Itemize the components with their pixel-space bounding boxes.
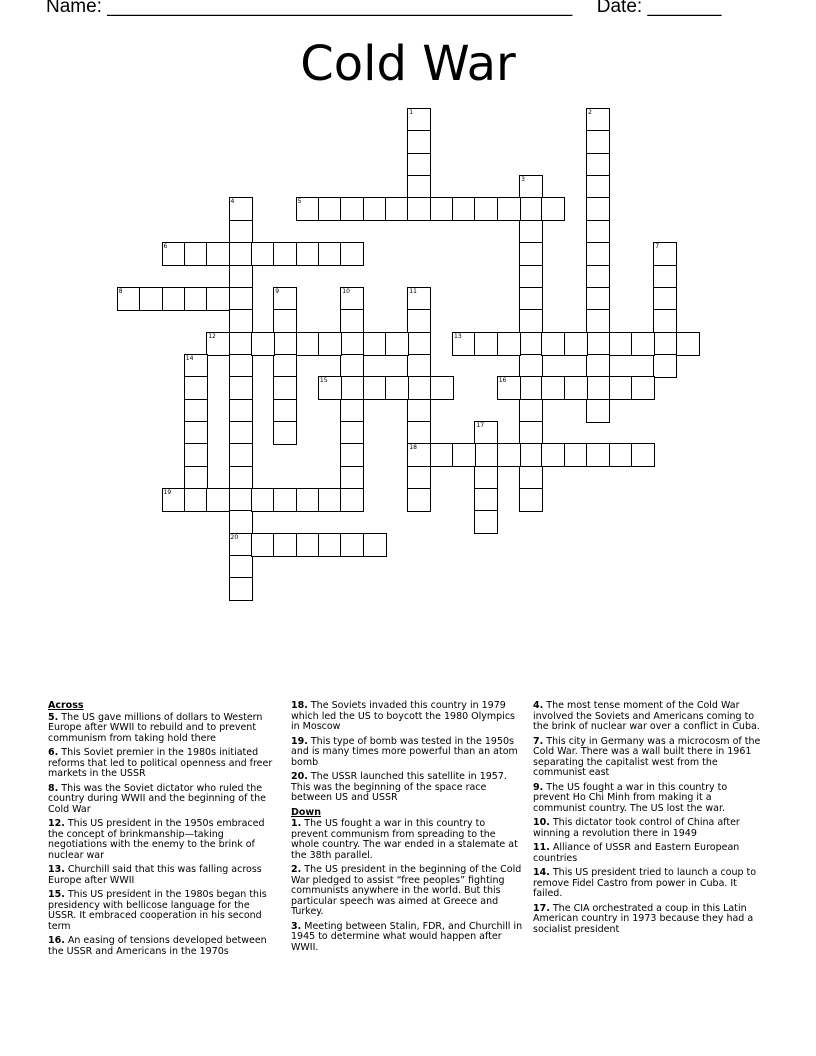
grid-cell[interactable] xyxy=(407,332,431,356)
across-heading: Across xyxy=(48,700,84,711)
clue-number-label: 5 xyxy=(297,198,302,206)
grid-cell[interactable] xyxy=(363,332,387,356)
grid-cell[interactable] xyxy=(407,175,431,199)
grid-cell[interactable] xyxy=(229,265,253,289)
grid-cell[interactable] xyxy=(206,287,230,311)
clue-across-0 xyxy=(48,713,280,745)
grid-cell[interactable] xyxy=(676,332,700,356)
grid-cell[interactable] xyxy=(586,354,610,378)
clue-text: The Soviets invaded this country in 1979 which led the US to boycott the 1980 Olympics in Moscow xyxy=(291,700,516,732)
name-line[interactable]: ____________________________________________ xyxy=(107,0,573,17)
clue-number: 7. xyxy=(533,735,544,747)
grid-cell[interactable] xyxy=(340,421,364,445)
grid-cell[interactable] xyxy=(340,242,364,266)
clue-across-6 xyxy=(48,936,280,957)
grid-cell[interactable] xyxy=(229,533,253,557)
grid-cell[interactable] xyxy=(586,108,610,132)
grid-cell[interactable] xyxy=(407,421,431,445)
clue-number: 1. xyxy=(291,818,302,829)
clue-number: 4. xyxy=(533,700,544,711)
grid-cell[interactable] xyxy=(609,376,633,400)
grid-cell[interactable] xyxy=(385,376,409,400)
grid-cell[interactable] xyxy=(631,443,655,467)
clue-number: 2. xyxy=(291,864,302,875)
clue-number-label: 8 xyxy=(118,287,123,295)
grid-cell[interactable] xyxy=(318,533,342,557)
grid-cell[interactable] xyxy=(586,287,610,311)
grid-cell[interactable] xyxy=(273,309,297,333)
grid-cell[interactable] xyxy=(430,443,454,467)
grid-cell[interactable] xyxy=(318,376,342,400)
clue-down-4 xyxy=(533,737,765,779)
grid-cell[interactable] xyxy=(229,399,253,423)
clue-number-label: 11 xyxy=(409,287,417,295)
clue-down-8 xyxy=(533,868,765,900)
grid-cell[interactable] xyxy=(474,443,498,467)
grid-cell[interactable] xyxy=(296,332,320,356)
grid-cell[interactable] xyxy=(251,242,275,266)
clue-text: This dictator took control of China after winning a revolution there in 1949 xyxy=(533,817,740,839)
grid-cell[interactable] xyxy=(519,220,543,244)
clue-number: 16. xyxy=(48,935,65,946)
clue-down-2 xyxy=(291,922,523,954)
clue-number: 10. xyxy=(533,817,550,828)
grid-cell[interactable] xyxy=(184,242,208,266)
grid-cell[interactable] xyxy=(586,130,610,154)
clue-number-label: 19 xyxy=(163,489,172,496)
name-label: Name: xyxy=(46,0,102,17)
grid-cell[interactable] xyxy=(474,510,498,534)
grid-cell[interactable] xyxy=(273,354,297,378)
grid-cell[interactable] xyxy=(162,488,186,512)
grid-cell[interactable] xyxy=(296,197,320,221)
clue-across-7 xyxy=(291,701,523,733)
grid-cell[interactable] xyxy=(430,376,454,400)
grid-cell[interactable] xyxy=(363,197,387,221)
grid-cell[interactable] xyxy=(519,242,543,266)
grid-cell[interactable] xyxy=(184,354,208,378)
grid-cell[interactable] xyxy=(363,376,387,400)
clue-text: The CIA orchestrated a coup in this Latin American country in 1973 because they had a socialist president xyxy=(533,902,754,935)
grid-cell[interactable] xyxy=(519,376,543,400)
clue-number: 8. xyxy=(48,782,59,794)
grid-cell[interactable] xyxy=(586,175,610,199)
clue-text: This city in Germany was a microcosm of the Cold War. There was a wall built there in 1961 separating the capitalist west from the communist east xyxy=(533,735,761,778)
clue-number: 11. xyxy=(533,842,550,853)
clue-across-1 xyxy=(48,748,280,780)
grid-cell[interactable] xyxy=(251,533,275,557)
clue-text: The US gave millions of dollars to Western Europe after WWII to rebuild and to prevent communism from taking hold there xyxy=(48,711,263,744)
clue-number-label: 9 xyxy=(275,287,280,295)
grid-cell[interactable] xyxy=(541,376,565,400)
grid-cell[interactable] xyxy=(653,287,677,311)
clue-text: The most tense moment of the Cold War involved the Soviets and Americans coming to the brink of nuclear war over a conflict in Cuba. xyxy=(533,700,760,732)
grid-cell[interactable] xyxy=(407,309,431,333)
grid-cell[interactable] xyxy=(430,197,454,221)
grid-cell[interactable] xyxy=(497,197,521,221)
grid-cell[interactable] xyxy=(184,421,208,445)
clue-across-3 xyxy=(48,819,280,861)
grid-cell[interactable] xyxy=(407,108,431,132)
grid-cell[interactable] xyxy=(184,466,208,490)
grid-cell[interactable] xyxy=(452,197,476,221)
grid-cell[interactable] xyxy=(162,287,186,311)
clue-number: 14. xyxy=(533,867,550,878)
grid-cell[interactable] xyxy=(519,197,543,221)
grid-cell[interactable] xyxy=(452,332,476,356)
grid-cell[interactable] xyxy=(229,555,253,579)
clue-text: An easing of tensions developed between the USSR and Americans in the 1970s xyxy=(48,935,267,957)
grid-cell[interactable] xyxy=(340,488,364,512)
grid-cell[interactable] xyxy=(586,220,610,244)
grid-cell[interactable] xyxy=(541,197,565,221)
clue-text: This was the Soviet dictator who ruled the country during WWII and the beginning of the Cold War xyxy=(48,782,266,815)
grid-cell[interactable] xyxy=(385,332,409,356)
clue-text: The US fought a war in this country to prevent communism from spreading to the whole country. The war ended in a stalemate at the 38th parallel. xyxy=(291,818,518,861)
grid-cell[interactable] xyxy=(229,309,253,333)
grid-cell[interactable] xyxy=(564,376,588,400)
grid-cell[interactable] xyxy=(229,488,253,512)
grid-cell[interactable] xyxy=(586,309,610,333)
grid-cell[interactable] xyxy=(519,399,543,423)
grid-cell[interactable] xyxy=(273,287,297,311)
grid-cell[interactable] xyxy=(340,533,364,557)
grid-cell[interactable] xyxy=(586,332,610,356)
grid-cell[interactable] xyxy=(340,376,364,400)
grid-cell[interactable] xyxy=(631,332,655,356)
grid-cell[interactable] xyxy=(586,153,610,177)
grid-cell[interactable] xyxy=(318,197,342,221)
grid-cell[interactable] xyxy=(251,332,275,356)
clues-column-2 xyxy=(291,701,523,957)
clue-down-1 xyxy=(291,865,523,918)
clue-number-label: 6 xyxy=(163,243,168,251)
grid-cell[interactable] xyxy=(407,153,431,177)
grid-cell[interactable] xyxy=(184,488,208,512)
grid-cell[interactable] xyxy=(273,533,297,557)
grid-cell[interactable] xyxy=(340,332,364,356)
clue-number: 5. xyxy=(48,711,59,723)
grid-cell[interactable] xyxy=(586,265,610,289)
clue-number: 3. xyxy=(291,920,302,932)
grid-cell[interactable] xyxy=(519,443,543,467)
grid-cell[interactable] xyxy=(229,421,253,445)
grid-cell[interactable] xyxy=(407,354,431,378)
grid-cell[interactable] xyxy=(139,287,163,311)
grid-cell[interactable] xyxy=(519,488,543,512)
clue-number: 6. xyxy=(48,747,59,758)
clue-number-label: 17 xyxy=(476,421,485,429)
clue-number: 9. xyxy=(533,781,544,793)
grid-cell[interactable] xyxy=(340,399,364,423)
grid-cell[interactable] xyxy=(519,466,543,490)
grid-cell[interactable] xyxy=(407,399,431,423)
grid-cell[interactable] xyxy=(206,242,230,266)
grid-cell[interactable] xyxy=(474,488,498,512)
grid-cell[interactable] xyxy=(407,488,431,512)
grid-cell[interactable] xyxy=(586,376,610,400)
grid-cell[interactable] xyxy=(519,287,543,311)
grid-cell[interactable] xyxy=(340,443,364,467)
grid-cell[interactable] xyxy=(497,332,521,356)
grid-cell[interactable] xyxy=(497,376,521,400)
clue-text: This US president in the 1980s began this presidency with bellicose language for the USSR. It embraced cooperation in his second term xyxy=(48,889,267,932)
grid-cell[interactable] xyxy=(452,443,476,467)
grid-cell[interactable] xyxy=(340,197,364,221)
grid-cell[interactable] xyxy=(229,510,253,534)
clue-number-label: 15 xyxy=(319,377,328,385)
grid-cell[interactable] xyxy=(340,466,364,490)
clue-across-8 xyxy=(291,737,523,769)
grid-cell[interactable] xyxy=(229,354,253,378)
grid-cell[interactable] xyxy=(519,309,543,333)
grid-cell[interactable] xyxy=(184,287,208,311)
clues-column-1 xyxy=(48,701,280,961)
grid-cell[interactable] xyxy=(519,265,543,289)
grid-cell[interactable] xyxy=(296,488,320,512)
clue-number-label: 10 xyxy=(342,287,350,295)
grid-cell[interactable] xyxy=(609,332,633,356)
grid-cell[interactable] xyxy=(586,399,610,423)
grid-cell[interactable] xyxy=(273,376,297,400)
grid-cell[interactable] xyxy=(363,533,387,557)
clue-number-label: 4 xyxy=(230,198,235,206)
clue-down-3 xyxy=(533,701,765,733)
clue-number-label: 14 xyxy=(185,354,194,362)
grid-cell[interactable] xyxy=(340,309,364,333)
grid-cell[interactable] xyxy=(318,332,342,356)
grid-cell[interactable] xyxy=(318,242,342,266)
grid-cell[interactable] xyxy=(273,488,297,512)
clue-number-label: 20 xyxy=(230,533,239,541)
clue-text: The US president in the beginning of the Cold War pledged to assist “free peoples” fighting communists anywhere in the world. But this particular speech was aimed at Greece and Turkey. xyxy=(291,864,522,917)
clue-number-label: 13 xyxy=(454,332,462,340)
grid-cell[interactable] xyxy=(340,287,364,311)
clue-number: 12. xyxy=(48,818,65,829)
grid-cell[interactable] xyxy=(407,197,431,221)
clue-text: This US president in the 1950s embraced the concept of brinkmanship—taking negotiations with the enemy to the brink of nuclear war xyxy=(48,818,265,861)
grid-cell[interactable] xyxy=(340,354,364,378)
clue-number-label: 2 xyxy=(588,109,592,116)
grid-cell[interactable] xyxy=(184,399,208,423)
grid-cell[interactable] xyxy=(184,443,208,467)
clue-number: 20. xyxy=(291,771,308,782)
grid-cell[interactable] xyxy=(229,376,253,400)
grid-cell[interactable] xyxy=(653,309,677,333)
clue-number: 19. xyxy=(291,735,308,747)
clue-text: This Soviet premier in the 1980s initiated reforms that led to political openness and freer markets in the USSR xyxy=(48,747,273,779)
grid-cell[interactable] xyxy=(519,421,543,445)
clue-text: This type of bomb was tested in the 1950s and is many times more powerful than an atom bomb xyxy=(291,735,518,768)
clue-number-label: 7 xyxy=(655,243,660,251)
grid-cell[interactable] xyxy=(653,332,677,356)
clue-number: 17. xyxy=(533,902,550,914)
grid-cell[interactable] xyxy=(609,443,633,467)
clue-down-9 xyxy=(533,904,765,936)
clue-across-2 xyxy=(48,784,280,816)
grid-cell[interactable] xyxy=(229,332,253,356)
clue-number-label: 18 xyxy=(409,444,417,452)
grid-cell[interactable] xyxy=(229,287,253,311)
clue-text: Meeting between Stalin, FDR, and Churchill in 1945 to determine what would happen after WWII. xyxy=(291,920,523,953)
grid-cell[interactable] xyxy=(564,332,588,356)
clue-text: This US president tried to launch a coup to remove Fidel Castro from power in Cuba. It failed. xyxy=(533,867,757,899)
grid-cell[interactable] xyxy=(273,242,297,266)
date-label: Date: xyxy=(596,0,643,17)
grid-cell[interactable] xyxy=(474,197,498,221)
clues-column-3 xyxy=(533,701,765,939)
grid-cell[interactable] xyxy=(229,443,253,467)
grid-cell[interactable] xyxy=(474,332,498,356)
grid-cell[interactable] xyxy=(541,443,565,467)
grid-cell[interactable] xyxy=(653,242,677,266)
grid-cell[interactable] xyxy=(653,354,677,378)
grid-cell[interactable] xyxy=(229,242,253,266)
grid-cell[interactable] xyxy=(251,488,275,512)
clue-number: 15. xyxy=(48,889,65,900)
grid-cell[interactable] xyxy=(206,332,230,356)
clue-across-4 xyxy=(48,865,280,886)
grid-cell[interactable] xyxy=(229,577,253,601)
grid-cell[interactable] xyxy=(296,533,320,557)
grid-cell[interactable] xyxy=(541,332,565,356)
clue-number-label: 3 xyxy=(521,176,525,184)
grid-cell[interactable] xyxy=(564,443,588,467)
clue-text: Churchill said that this was falling across Europe after WWII xyxy=(48,864,262,886)
grid-cell[interactable] xyxy=(229,197,253,221)
grid-cell[interactable] xyxy=(519,332,543,356)
grid-cell[interactable] xyxy=(407,376,431,400)
clue-across-5 xyxy=(48,890,280,932)
grid-cell[interactable] xyxy=(407,466,431,490)
grid-cell[interactable] xyxy=(273,399,297,423)
clue-down-5 xyxy=(533,783,765,815)
clue-number: 18. xyxy=(291,700,308,711)
clue-number: 13. xyxy=(48,864,65,875)
grid-cell[interactable] xyxy=(273,332,297,356)
grid-cell[interactable] xyxy=(318,488,342,512)
clue-text: Alliance of USSR and Eastern European countries xyxy=(533,842,740,864)
grid-cell[interactable] xyxy=(497,443,521,467)
clue-down-6 xyxy=(533,818,765,839)
grid-cell[interactable] xyxy=(519,354,543,378)
grid-cell[interactable] xyxy=(229,220,253,244)
grid-cell[interactable] xyxy=(586,242,610,266)
puzzle-title: Cold War xyxy=(300,36,516,92)
down-heading: Down xyxy=(291,806,321,818)
grid-cell[interactable] xyxy=(519,175,543,199)
grid-cell[interactable] xyxy=(586,443,610,467)
grid-cell[interactable] xyxy=(631,376,655,400)
grid-cell[interactable] xyxy=(407,443,431,467)
grid-cell[interactable] xyxy=(117,287,141,311)
grid-cell[interactable] xyxy=(385,197,409,221)
grid-cell[interactable] xyxy=(273,421,297,445)
clue-text: The US fought a war in this country to prevent Ho Chi Minh from making it a communist country. The US lost the war. xyxy=(533,781,728,814)
date-line[interactable]: _______ xyxy=(647,0,722,17)
grid-cell[interactable] xyxy=(184,376,208,400)
clue-down-7 xyxy=(533,843,765,864)
grid-cell[interactable] xyxy=(407,287,431,311)
grid-cell[interactable] xyxy=(407,130,431,154)
clue-number-label: 12 xyxy=(208,332,216,340)
grid-cell[interactable] xyxy=(474,466,498,490)
grid-cell[interactable] xyxy=(474,421,498,445)
clue-down-0 xyxy=(291,819,523,861)
grid-cell[interactable] xyxy=(162,242,186,266)
clue-number-label: 16 xyxy=(498,377,507,385)
grid-cell[interactable] xyxy=(586,197,610,221)
clue-across-9 xyxy=(291,772,523,804)
grid-cell[interactable] xyxy=(296,242,320,266)
grid-cell[interactable] xyxy=(229,466,253,490)
grid-cell[interactable] xyxy=(653,265,677,289)
clue-number-label: 1 xyxy=(409,109,414,116)
grid-cell[interactable] xyxy=(206,488,230,512)
clue-text: The USSR launched this satellite in 1957. This was the beginning of the space race between US and USSR xyxy=(291,771,507,803)
